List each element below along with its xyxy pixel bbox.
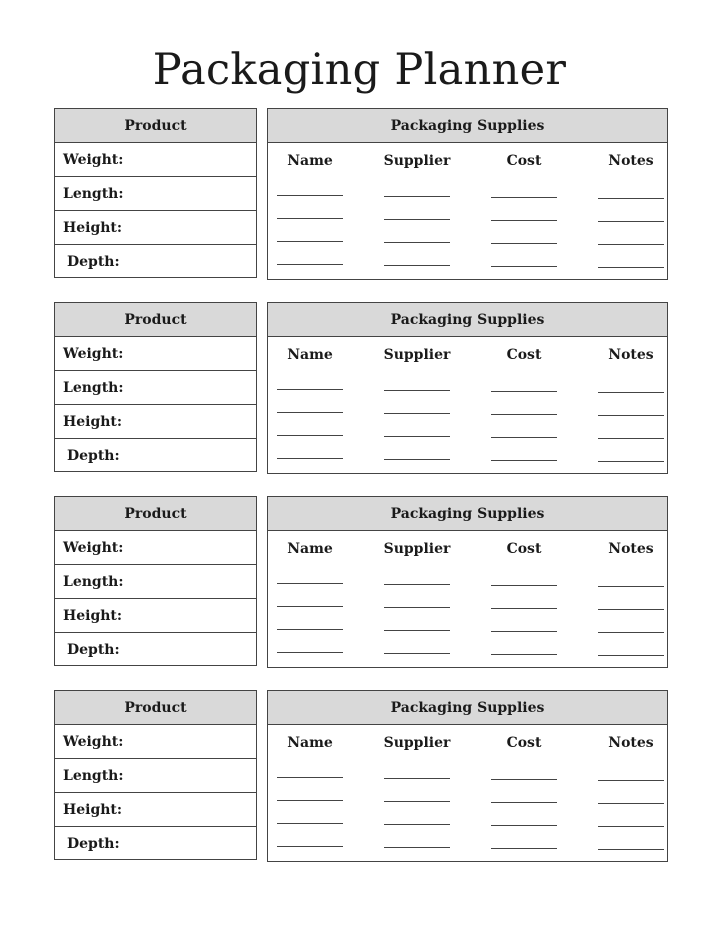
write-line[interactable] xyxy=(491,848,557,849)
notes-column xyxy=(598,337,664,473)
write-line[interactable] xyxy=(598,221,664,222)
supplies-header: Packaging Supplies xyxy=(268,691,667,725)
supplier-column xyxy=(384,531,450,667)
write-line[interactable] xyxy=(384,436,450,437)
height-field[interactable]: Height: xyxy=(55,211,256,245)
product-header: Product xyxy=(55,303,256,337)
write-line[interactable] xyxy=(384,801,450,802)
supplier-column-label: Supplier xyxy=(383,347,451,363)
weight-field[interactable]: Weight: xyxy=(55,337,256,371)
write-line[interactable] xyxy=(384,607,450,608)
planner-section xyxy=(54,302,668,475)
supplies-columns xyxy=(268,725,667,861)
supplies-header: Packaging Supplies xyxy=(268,303,667,337)
name-column-label: Name xyxy=(287,735,333,751)
write-line[interactable] xyxy=(384,196,450,197)
name-column-label: Name xyxy=(287,541,333,557)
product-header: Product xyxy=(55,109,256,143)
write-line[interactable] xyxy=(598,586,664,587)
write-line[interactable] xyxy=(384,778,450,779)
write-line[interactable] xyxy=(384,630,450,631)
write-line[interactable] xyxy=(491,631,557,632)
write-line[interactable] xyxy=(598,655,664,656)
write-line[interactable] xyxy=(598,609,664,610)
length-field[interactable]: Length: xyxy=(55,177,256,211)
write-line[interactable] xyxy=(598,415,664,416)
weight-field[interactable]: Weight: xyxy=(55,143,256,177)
write-line[interactable] xyxy=(384,390,450,391)
write-line[interactable] xyxy=(384,847,450,848)
write-line[interactable] xyxy=(491,414,557,415)
write-line[interactable] xyxy=(491,779,557,780)
supplier-column-label: Supplier xyxy=(383,541,451,557)
write-line[interactable] xyxy=(491,654,557,655)
write-line[interactable] xyxy=(491,243,557,244)
notes-column-label: Notes xyxy=(608,347,654,363)
write-line[interactable] xyxy=(384,413,450,414)
page-title: Packaging Planner xyxy=(152,45,567,95)
supplies-columns xyxy=(268,143,667,279)
planner-section xyxy=(54,690,668,863)
write-line[interactable] xyxy=(598,461,664,462)
write-line[interactable] xyxy=(598,780,664,781)
notes-column xyxy=(598,725,664,861)
write-line[interactable] xyxy=(277,241,343,242)
write-line[interactable] xyxy=(491,802,557,803)
depth-field[interactable]: Depth: xyxy=(67,448,120,464)
write-line[interactable] xyxy=(491,266,557,267)
name-column xyxy=(277,143,343,279)
cost-column xyxy=(491,337,557,473)
supplier-column-label: Supplier xyxy=(383,153,451,169)
write-line[interactable] xyxy=(277,800,343,801)
write-line[interactable] xyxy=(277,412,343,413)
write-line[interactable] xyxy=(384,584,450,585)
name-column-label: Name xyxy=(287,347,333,363)
supplies-box xyxy=(267,690,668,862)
write-line[interactable] xyxy=(277,606,343,607)
write-line[interactable] xyxy=(598,632,664,633)
write-line[interactable] xyxy=(277,652,343,653)
depth-field[interactable]: Depth: xyxy=(67,642,120,658)
cost-column-label: Cost xyxy=(506,541,542,557)
write-line[interactable] xyxy=(491,197,557,198)
write-line[interactable] xyxy=(277,777,343,778)
supplies-header: Packaging Supplies xyxy=(268,109,667,143)
supplies-box xyxy=(267,496,668,668)
supplier-column xyxy=(384,337,450,473)
write-line[interactable] xyxy=(384,265,450,266)
write-line[interactable] xyxy=(384,653,450,654)
write-line[interactable] xyxy=(384,242,450,243)
notes-column-label: Notes xyxy=(608,735,654,751)
weight-field[interactable]: Weight: xyxy=(55,531,256,565)
write-line[interactable] xyxy=(277,264,343,265)
write-line[interactable] xyxy=(277,435,343,436)
supplier-column xyxy=(384,143,450,279)
height-field[interactable]: Height: xyxy=(55,599,256,633)
write-line[interactable] xyxy=(491,391,557,392)
write-line[interactable] xyxy=(598,803,664,804)
cost-column-label: Cost xyxy=(506,735,542,751)
product-box xyxy=(54,108,257,278)
write-line[interactable] xyxy=(277,195,343,196)
write-line[interactable] xyxy=(491,460,557,461)
write-line[interactable] xyxy=(598,198,664,199)
weight-field[interactable]: Weight: xyxy=(55,725,256,759)
write-line[interactable] xyxy=(277,389,343,390)
product-box xyxy=(54,496,257,666)
supplies-box xyxy=(267,302,668,474)
supplies-header: Packaging Supplies xyxy=(268,497,667,531)
write-line[interactable] xyxy=(491,585,557,586)
planner-section xyxy=(54,496,668,669)
cost-column xyxy=(491,531,557,667)
name-column xyxy=(277,337,343,473)
product-box xyxy=(54,302,257,472)
supplies-columns xyxy=(268,337,667,473)
write-line[interactable] xyxy=(277,458,343,459)
write-line[interactable] xyxy=(277,846,343,847)
write-line[interactable] xyxy=(384,824,450,825)
write-line[interactable] xyxy=(598,244,664,245)
name-column xyxy=(277,725,343,861)
notes-column-label: Notes xyxy=(608,541,654,557)
height-field[interactable]: Height: xyxy=(55,405,256,439)
write-line[interactable] xyxy=(277,218,343,219)
write-line[interactable] xyxy=(277,823,343,824)
write-line[interactable] xyxy=(277,629,343,630)
write-line[interactable] xyxy=(384,459,450,460)
height-field[interactable]: Height: xyxy=(55,793,256,827)
notes-column xyxy=(598,531,664,667)
depth-field[interactable]: Depth: xyxy=(67,254,120,270)
write-line[interactable] xyxy=(491,825,557,826)
length-field[interactable]: Length: xyxy=(55,759,256,793)
supplier-column-label: Supplier xyxy=(383,735,451,751)
product-header: Product xyxy=(55,691,256,725)
product-header: Product xyxy=(55,497,256,531)
length-field[interactable]: Length: xyxy=(55,565,256,599)
cost-column-label: Cost xyxy=(506,347,542,363)
notes-column xyxy=(598,143,664,279)
write-line[interactable] xyxy=(491,220,557,221)
cost-column xyxy=(491,725,557,861)
cost-column-label: Cost xyxy=(506,153,542,169)
write-line[interactable] xyxy=(598,826,664,827)
write-line[interactable] xyxy=(598,267,664,268)
depth-field[interactable]: Depth: xyxy=(67,836,120,852)
planner-section xyxy=(54,108,668,281)
cost-column xyxy=(491,143,557,279)
write-line[interactable] xyxy=(491,608,557,609)
write-line[interactable] xyxy=(384,219,450,220)
write-line[interactable] xyxy=(491,437,557,438)
supplier-column xyxy=(384,725,450,861)
supplies-columns xyxy=(268,531,667,667)
name-column xyxy=(277,531,343,667)
length-field[interactable]: Length: xyxy=(55,371,256,405)
write-line[interactable] xyxy=(277,583,343,584)
notes-column-label: Notes xyxy=(608,153,654,169)
write-line[interactable] xyxy=(598,849,664,850)
supplies-box xyxy=(267,108,668,280)
product-box xyxy=(54,690,257,860)
write-line[interactable] xyxy=(598,438,664,439)
name-column-label: Name xyxy=(287,153,333,169)
write-line[interactable] xyxy=(598,392,664,393)
